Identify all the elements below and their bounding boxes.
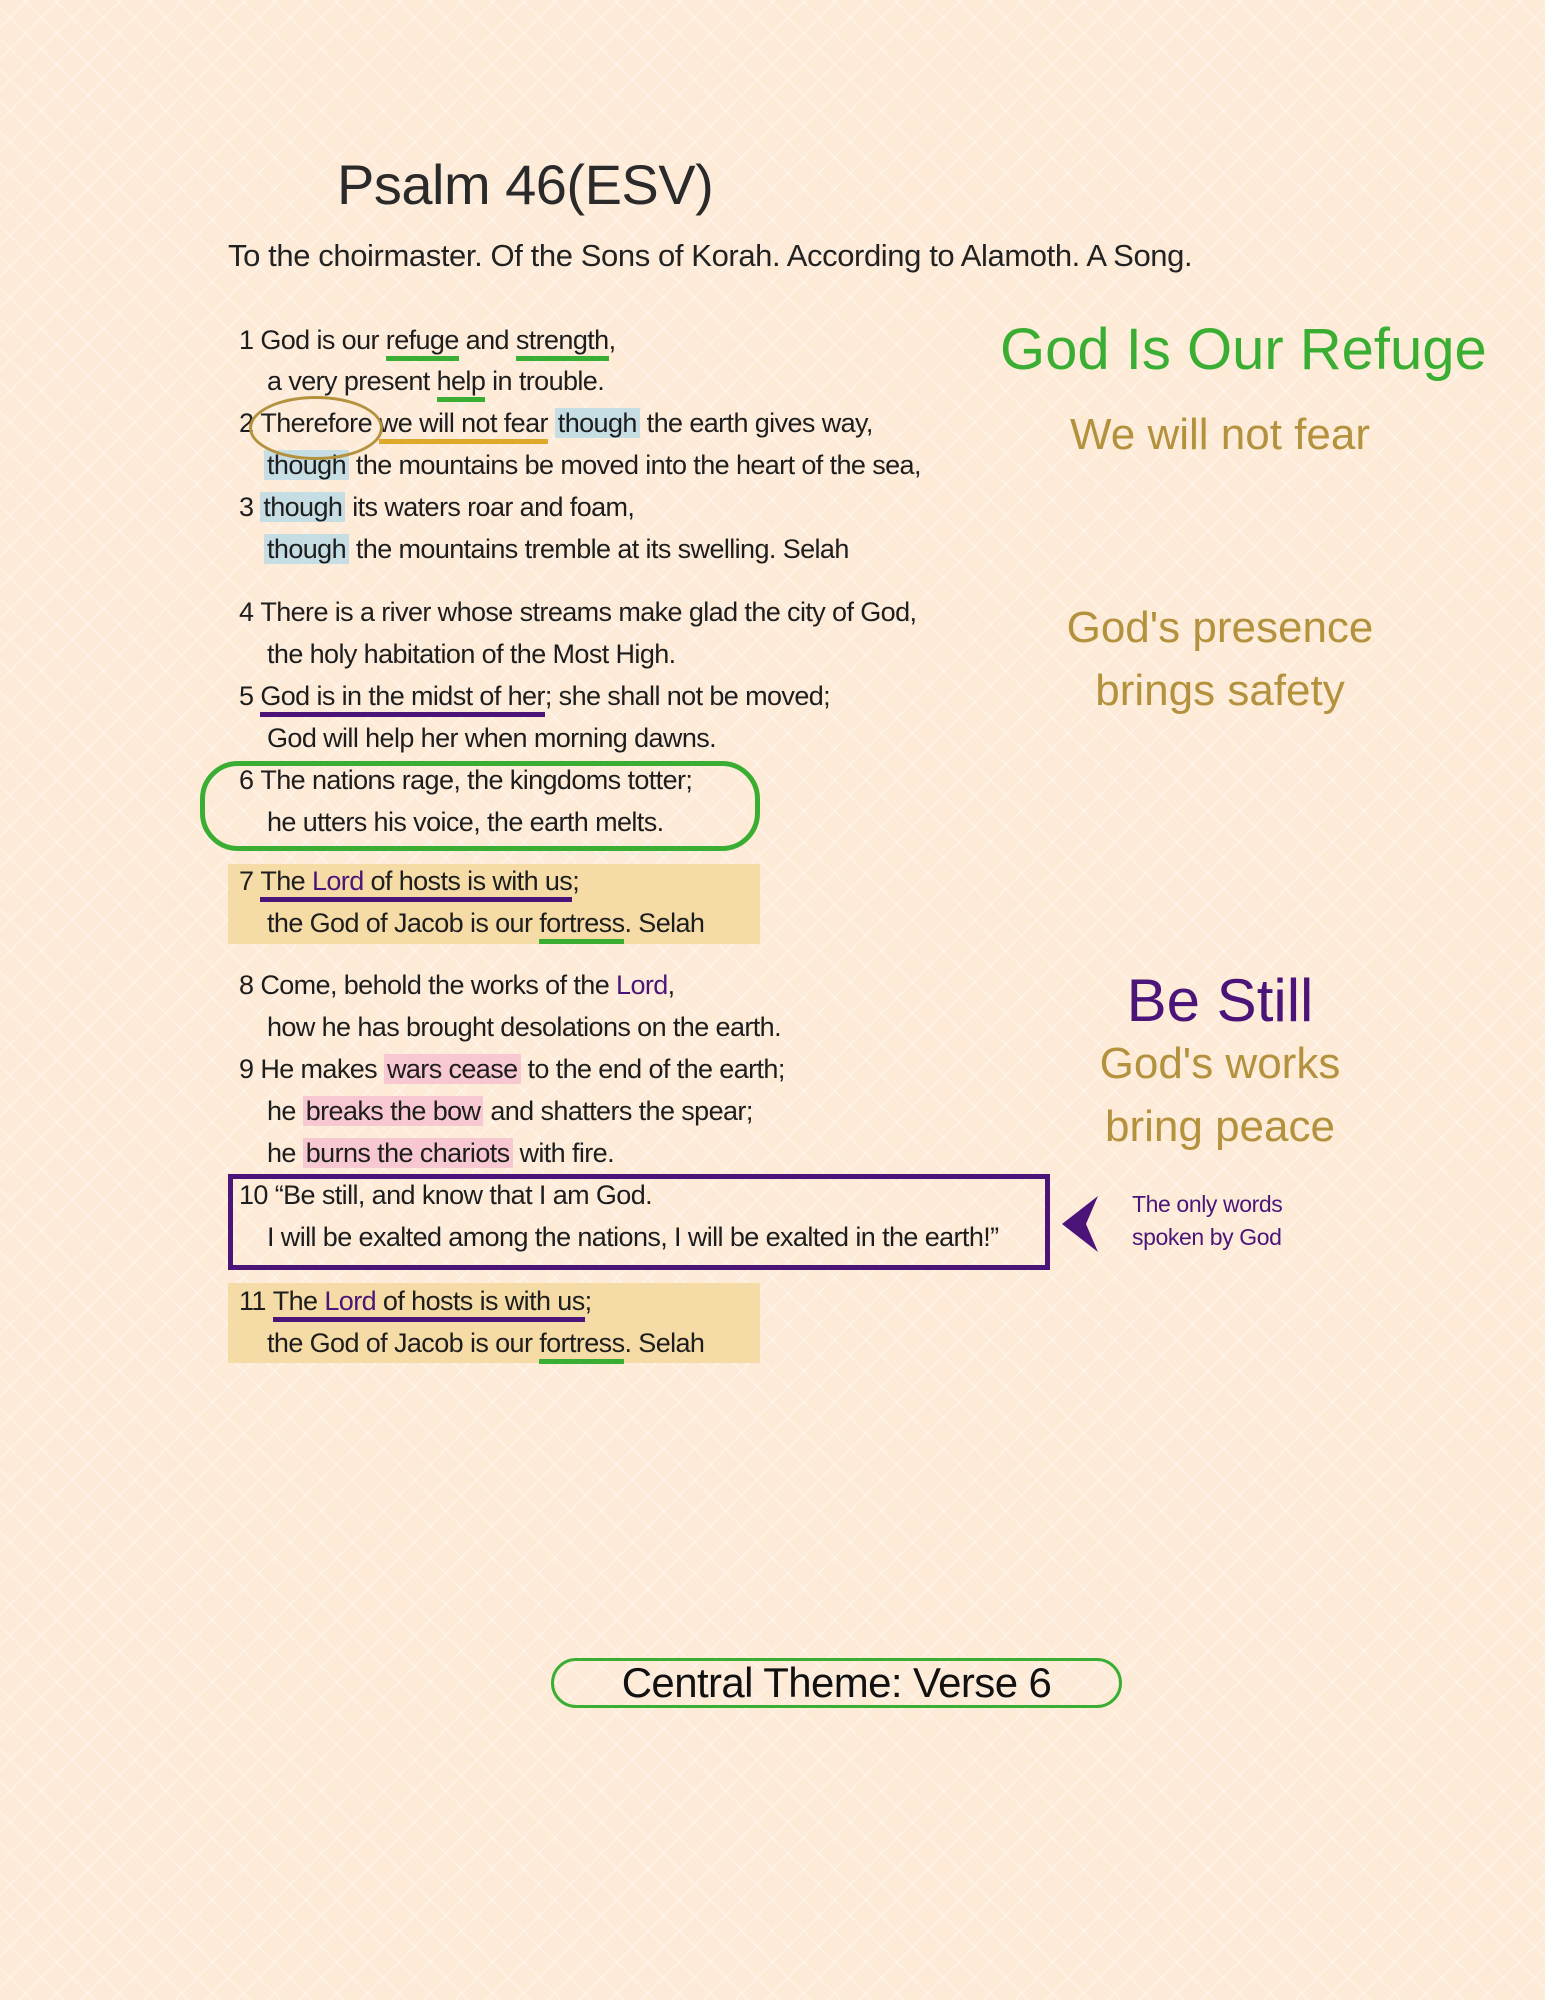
verse-4-line-2: the holy habitation of the Most High. bbox=[267, 639, 676, 669]
word-lord: Lord bbox=[324, 1286, 377, 1316]
verse-9-line-2: he breaks the bow and shatters the spear; bbox=[267, 1096, 753, 1126]
verse-2-line-1: 2 Therefore we will not fear though the earth gives way, bbox=[239, 405, 873, 441]
verse-11-line-1: 11 The Lord of hosts is with us; bbox=[239, 1283, 592, 1319]
phrase-lord-of-hosts: The Lord of hosts is with us bbox=[273, 1286, 585, 1322]
verse-1-line-1: 1 God is our refuge and strength, bbox=[239, 322, 616, 358]
heading-we-will-not-fear: We will not fear bbox=[1070, 410, 1370, 459]
phrase-we-will-not-fear: we will not fear bbox=[379, 408, 548, 444]
word-help: help bbox=[437, 366, 486, 402]
note-only-words-spoken-by-god: The only words spoken by God bbox=[1132, 1191, 1283, 1250]
verse-1-line-2: a very present help in trouble. bbox=[267, 363, 604, 399]
verse-9-line-1: 9 He makes wars cease to the end of the earth; bbox=[239, 1054, 785, 1084]
superscription: To the choirmaster. Of the Sons of Korah. According to Alamoth. A Song. bbox=[228, 238, 1193, 273]
chevron-left-icon bbox=[1062, 1196, 1098, 1252]
verse-4-line-1: 4 There is a river whose streams make glad the city of God, bbox=[239, 597, 917, 627]
heading-god-is-our-refuge: God Is Our Refuge bbox=[1000, 317, 1487, 382]
heading-gods-presence: God's presence brings safety bbox=[1066, 603, 1374, 715]
word-fortress: fortress bbox=[539, 908, 624, 944]
verse-6-central-box bbox=[200, 761, 760, 851]
phrase-god-in-the-midst: God is in the midst of her bbox=[260, 681, 545, 717]
word-though: though bbox=[264, 450, 349, 480]
phrase-breaks-the-bow: breaks the bow bbox=[303, 1096, 484, 1126]
verse-8-line-1: 8 Come, behold the works of the Lord, bbox=[239, 970, 675, 1000]
verse-10-box bbox=[228, 1174, 1050, 1270]
verse-8-line-2: how he has brought desolations on the earth. bbox=[267, 1012, 781, 1042]
word-lord: Lord bbox=[616, 970, 668, 1000]
word-though: though bbox=[260, 492, 345, 522]
word-though: though bbox=[264, 534, 349, 564]
verse-5-line-2: God will help her when morning dawns. bbox=[267, 723, 717, 753]
word-though: though bbox=[555, 408, 640, 438]
word-lord: Lord bbox=[311, 866, 364, 896]
verse-9-line-3: he burns the chariots with fire. bbox=[267, 1138, 614, 1168]
word-therefore: Therefore bbox=[260, 408, 372, 438]
verse-2-line-2: though the mountains be moved into the heart of the sea, bbox=[264, 447, 921, 483]
word-refuge: refuge bbox=[386, 325, 459, 361]
word-fortress: fortress bbox=[539, 1328, 624, 1364]
heading-gods-works: God's works bring peace bbox=[1099, 1039, 1341, 1151]
phrase-wars-cease: wars cease bbox=[384, 1054, 521, 1084]
phrase-lord-of-hosts: The Lord of hosts is with us bbox=[260, 866, 572, 902]
verse-6-line-1: 6 The nations rage, the kingdoms totter; bbox=[239, 765, 693, 795]
verse-3-line-2: though the mountains tremble at its swelling. Selah bbox=[264, 531, 849, 567]
verse-5-line-1: 5 God is in the midst of her; she shall not be moved; bbox=[239, 678, 830, 714]
heading-be-still: Be Still bbox=[1126, 967, 1314, 1034]
verse-6-line-2: he utters his voice, the earth melts. bbox=[267, 807, 664, 837]
phrase-burns-the-chariots: burns the chariots bbox=[303, 1138, 513, 1168]
verse-7-line-1: 7 The Lord of hosts is with us; bbox=[239, 863, 579, 899]
central-theme-label: Central Theme: Verse 6 bbox=[551, 1658, 1122, 1708]
verse-3-line-1: 3 though its waters roar and foam, bbox=[239, 492, 635, 522]
verse-10-line-1: 10 “Be still, and know that I am God. bbox=[239, 1180, 653, 1210]
verse-11-line-2: the God of Jacob is our fortress. Selah bbox=[267, 1325, 704, 1361]
word-strength: strength bbox=[516, 325, 609, 361]
page-title: Psalm 46(ESV) bbox=[337, 153, 714, 216]
verse-7-line-2: the God of Jacob is our fortress. Selah bbox=[267, 905, 704, 941]
therefore-circle bbox=[249, 396, 383, 460]
verse-10-line-2: I will be exalted among the nations, I will be exalted in the earth!” bbox=[267, 1222, 999, 1252]
